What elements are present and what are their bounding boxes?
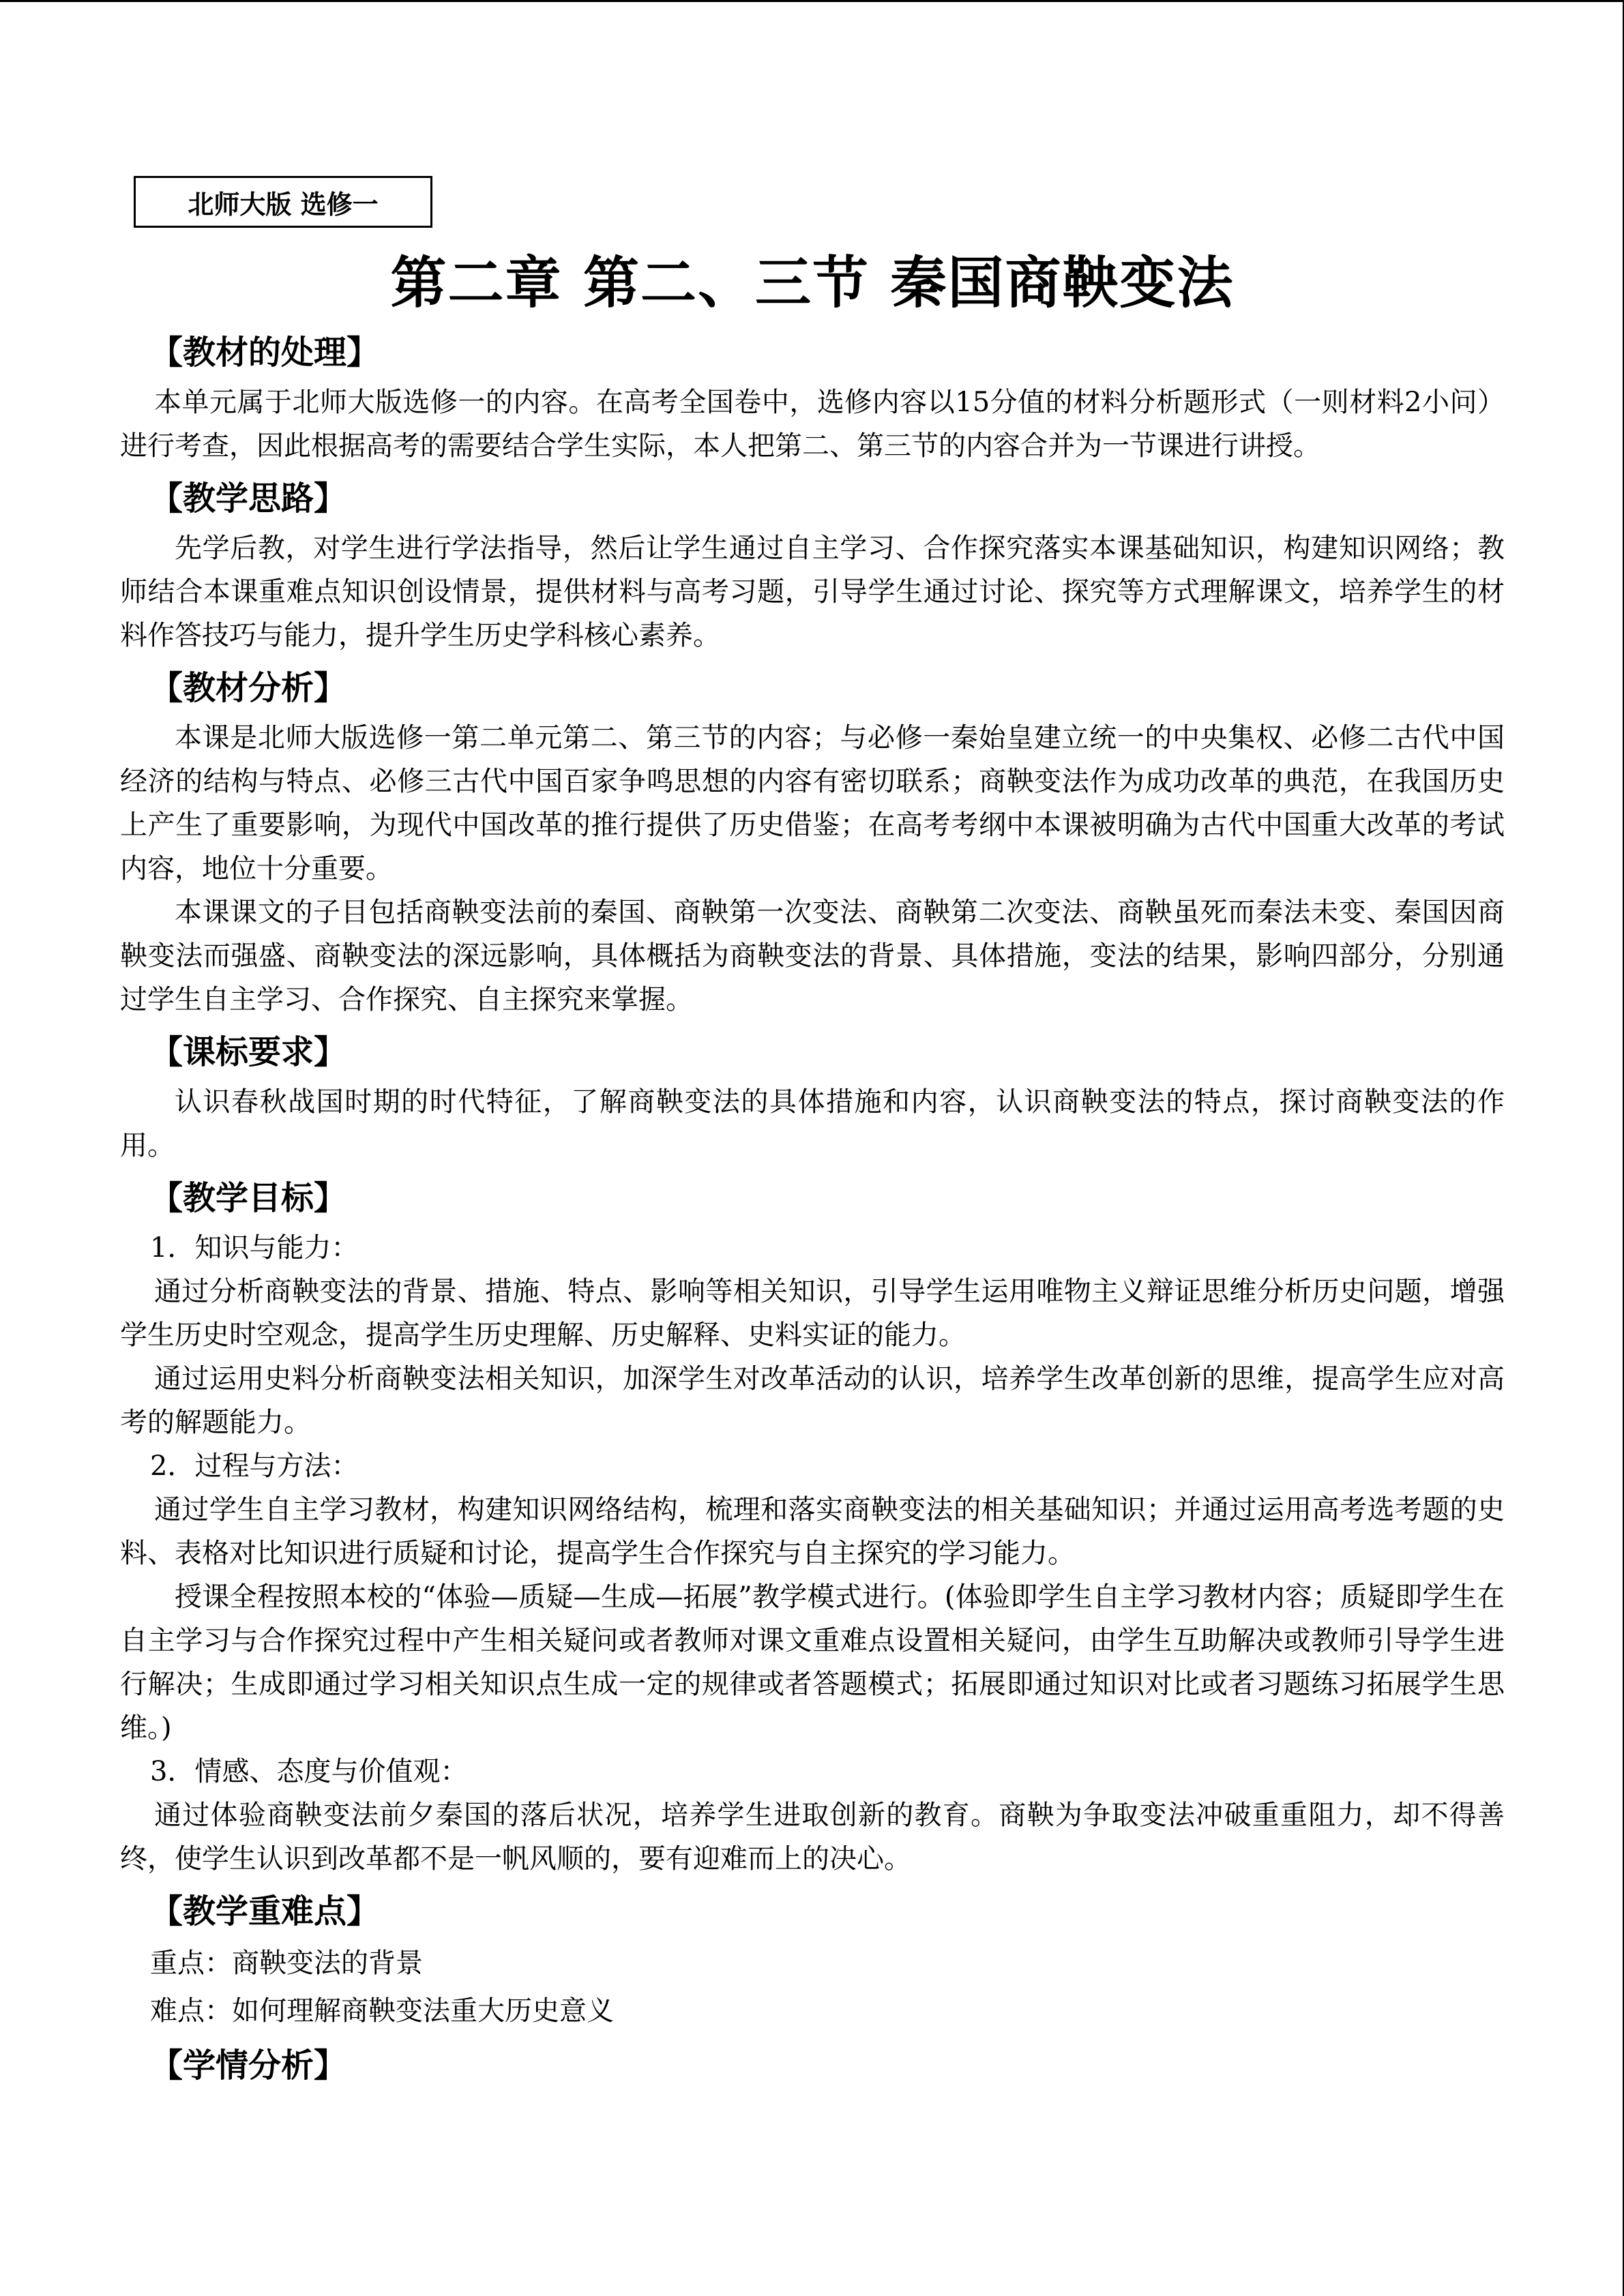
top-border-line (0, 0, 1624, 2)
section-heading: 【教学重难点】 (150, 1892, 380, 1930)
subheading: 1．知识与能力： (150, 1232, 359, 1264)
paragraph: 本课是北师大版选修一第二单元第二、第三节的内容；与必修一秦始皇建立统一的中央集权、必修二古代中国经济的结构与特点、必修三古代中国百家争鸣思想的内容有密切联系；商鞅变法作为成功改革的典范，在我国历史上产生了重要影响，为现代中国改革的推行提供了历史借鉴；在高考考纲中本课被明确为古代中国重大改革的考试内容，地位十分重要。 (120, 722, 1505, 884)
page-title: 第二章 第二、三节 秦国商鞅变法 (390, 251, 1235, 316)
section-heading: 【教学思路】 (150, 479, 347, 518)
section-key-difficult-points (120, 1886, 1505, 2035)
section-teaching-approach (120, 473, 1505, 657)
section-heading: 【教材分析】 (150, 669, 347, 707)
section-heading: 【课标要求】 (150, 1033, 347, 1071)
paragraph: 本单元属于北师大版选修一的内容。在高考全国卷中，选修内容以15分值的材料分析题形式（一则材料2小问）进行考查，因此根据高考的需要结合学生实际，本人把第二、第三节的内容合并为一节课进行讲授。 (120, 387, 1505, 462)
paragraph: 通过学生自主学习教材，构建知识网络结构，梳理和落实商鞅变法的相关基础知识；并通过运用高考选考题的史料、表格对比知识进行质疑和讨论，提高学生合作探究与自主探究的学习能力。 (120, 1494, 1505, 1569)
section-teaching-objectives (120, 1173, 1505, 1881)
difficult-point: 难点：如何理解商鞅变法重大历史意义 (150, 1995, 614, 2027)
section-heading: 【教材的处理】 (150, 333, 380, 372)
document-body (120, 327, 1505, 2096)
subheading: 3．情感、态度与价值观： (150, 1756, 468, 1787)
section-textbook-analysis (120, 663, 1505, 1022)
subheading: 2．过程与方法： (150, 1450, 359, 1482)
section-curriculum-requirements (120, 1027, 1505, 1167)
paragraph: 授课全程按照本校的“体验—质疑—生成—拓展”教学模式进行。(体验即学生自主学习教材内容；质疑即学生在自主学习与合作探究过程中产生相关疑问或者教师对课文重难点设置相关疑问，由学生互助解决或教师引导学生进行解决；生成即通过学习相关知识点生成一定的规律或者答题模式；拓展即通过知识对比或者习题练习拓展学生思维。) (120, 1581, 1505, 1744)
section-textbook-handling (120, 327, 1505, 468)
paragraph: 通过体验商鞅变法前夕秦国的落后状况，培养学生进取创新的教育。商鞅为争取变法冲破重重阻力，却不得善终，使学生认识到改革都不是一帆风顺的，要有迎难而上的决心。 (120, 1800, 1505, 1875)
key-point: 重点：商鞅变法的背景 (150, 1948, 423, 1979)
paragraph: 本课课文的子目包括商鞅变法前的秦国、商鞅第一次变法、商鞅第二次变法、商鞅虽死而秦法未变、秦国因商鞅变法而强盛、商鞅变法的深远影响，具体概括为商鞅变法的背景、具体措施，变法的结果，影响四部分，分别通过学生自主学习、合作探究、自主探究来掌握。 (120, 897, 1505, 1015)
paragraph: 通过分析商鞅变法的背景、措施、特点、影响等相关知识，引导学生运用唯物主义辩证思维分析历史问题，增强学生历史时空观念，提高学生历史理解、历史解释、史料实证的能力。 (120, 1276, 1505, 1351)
section-heading: 【学情分析】 (150, 2046, 347, 2085)
section-heading: 【教学目标】 (150, 1179, 347, 1217)
edition-tag: 北师大版 选修一 (134, 176, 432, 228)
paragraph: 认识春秋战国时期的时代特征，了解商鞅变法的具体措施和内容，认识商鞅变法的特点，探讨商鞅变法的作用。 (120, 1086, 1505, 1161)
paragraph: 先学后教，对学生进行学法指导，然后让学生通过自主学习、合作探究落实本课基础知识，构建知识网络；教师结合本课重难点知识创设情景，提供材料与高考习题，引导学生通过讨论、探究等方式理解课文，培养学生的材料作答技巧与能力，提升学生历史学科核心素养。 (120, 533, 1505, 651)
paragraph: 通过运用史料分析商鞅变法相关知识，加深学生对改革活动的认识，培养学生改革创新的思维，提高学生应对高考的解题能力。 (120, 1363, 1505, 1438)
section-learner-analysis (120, 2040, 1505, 2091)
